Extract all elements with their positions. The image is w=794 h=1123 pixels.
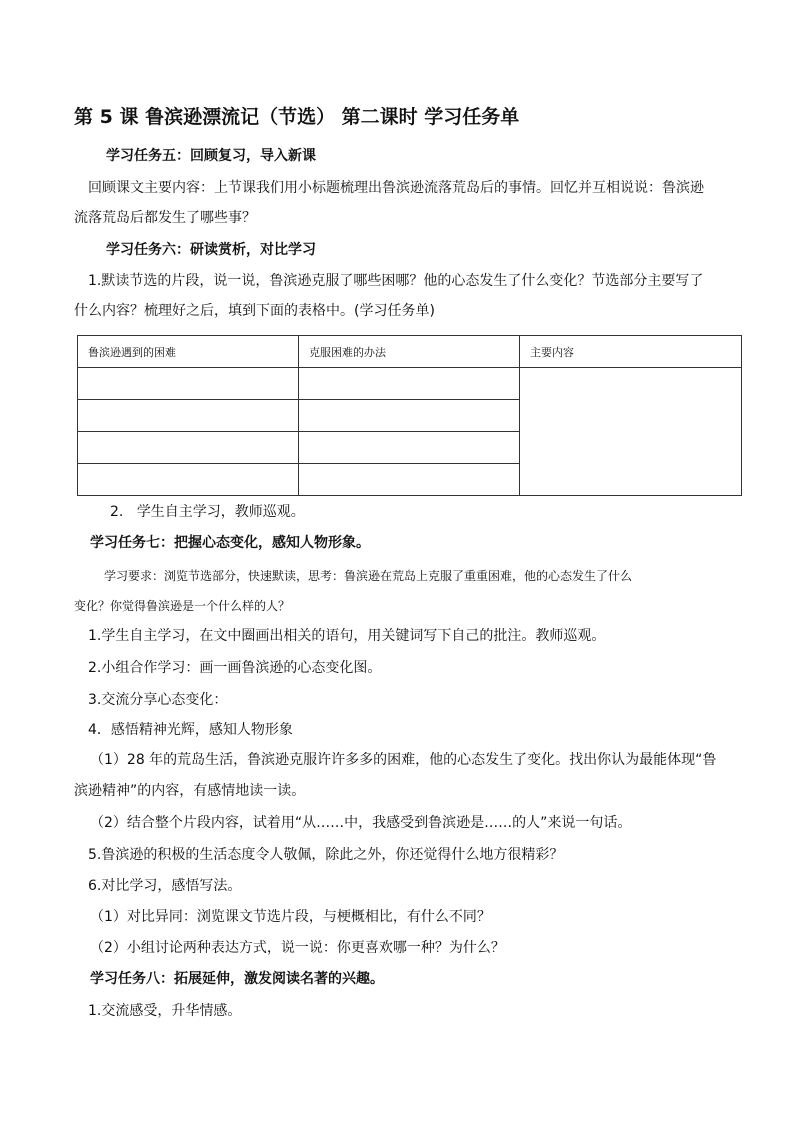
table-cell[interactable]	[299, 400, 520, 432]
task6-heading: 学习任务六：研读赏析，对比学习	[106, 242, 316, 258]
task7-step6a: （1）对比异同：浏览课文节选片段，与梗概相比，有什么不同？	[90, 909, 491, 925]
table-cell-main-content[interactable]	[520, 368, 742, 496]
task7-step4b: （2）结合整个片段内容，试着用“从……中，我感受到鲁滨逊是……的人”来说一句话。	[90, 815, 632, 831]
task7-step6: 6.对比学习，感悟写法。	[88, 878, 242, 894]
page-title: 第 5 课 鲁滨逊漂流记（节选） 第二课时 学习任务单	[74, 106, 520, 128]
task8-heading: 学习任务八：拓展延伸，激发阅读名著的兴趣。	[90, 971, 384, 987]
table-cell[interactable]	[299, 464, 520, 496]
task7-step3: 3.交流分享心态变化：	[88, 692, 228, 708]
task6-item1-line1: 1.默读节选的片段，说一说，鲁滨逊克服了哪些困哪？他的心态发生了什么变化？节选部分主要写了	[88, 273, 704, 289]
task5-heading: 学习任务五：回顾复习，导入新课	[106, 148, 316, 164]
table-cell[interactable]	[78, 400, 299, 432]
task5-text-line2: 流落荒岛后都发生了哪些事？	[74, 210, 256, 226]
table-header-row	[78, 336, 742, 368]
table-cell[interactable]	[78, 368, 299, 400]
table-header-difficulties: 鲁滨逊遇到的困难	[78, 336, 299, 368]
table-row	[78, 368, 742, 400]
task7-requirement-line1: 学习要求：浏览节选部分，快速默读，思考：鲁滨逊在荒岛上克服了重重困难，他的心态发生了什么	[104, 569, 633, 583]
table-cell[interactable]	[78, 464, 299, 496]
task7-requirement-line2: 变化？你觉得鲁滨逊是一个什么样的人？	[74, 599, 291, 613]
table-cell[interactable]	[299, 368, 520, 400]
task7-step4a-line2: 滨逊精神”的内容，有感情地读一读。	[74, 783, 306, 799]
task7-step1: 1.学生自主学习，在文中圈画出相关的语句，用关键词写下自己的批注。教师巡观。	[88, 628, 606, 644]
task-table	[77, 335, 742, 496]
table-header-main-content: 主要内容	[520, 336, 742, 368]
table-cell[interactable]	[78, 432, 299, 464]
table-cell[interactable]	[299, 432, 520, 464]
task8-step1: 1.交流感受，升华情感。	[88, 1003, 242, 1019]
task6-item2: 2. 学生自主学习，教师巡观。	[110, 504, 305, 520]
task7-step6b: （2）小组讨论两种表达方式，说一说：你更喜欢哪一种？为什么？	[90, 940, 505, 956]
task7-step2: 2.小组合作学习：画一画鲁滨逊的心态变化图。	[88, 660, 382, 676]
task6-item1-line2: 什么内容？梳理好之后，填到下面的表格中。(学习任务单)	[74, 303, 435, 319]
table-header-solutions: 克服困难的办法	[299, 336, 520, 368]
task7-step4: 4．感悟精神光辉，感知人物形象	[88, 722, 293, 738]
task7-heading: 学习任务七：把握心态变化，感知人物形象。	[90, 535, 370, 551]
task5-text-line1: 回顾课文主要内容：上节课我们用小标题梳理出鲁滨逊流落荒岛后的事情。回忆并互相说说：鲁滨逊	[88, 180, 704, 196]
task7-step4a-line1: （1）28 年的荒岛生活，鲁滨逊克服许许多多的困难，他的心态发生了变化。找出你认为最能体现“鲁	[90, 752, 717, 768]
task7-step5: 5.鲁滨逊的积极的生活态度令人敬佩，除此之外，你还觉得什么地方很精彩？	[88, 847, 564, 863]
